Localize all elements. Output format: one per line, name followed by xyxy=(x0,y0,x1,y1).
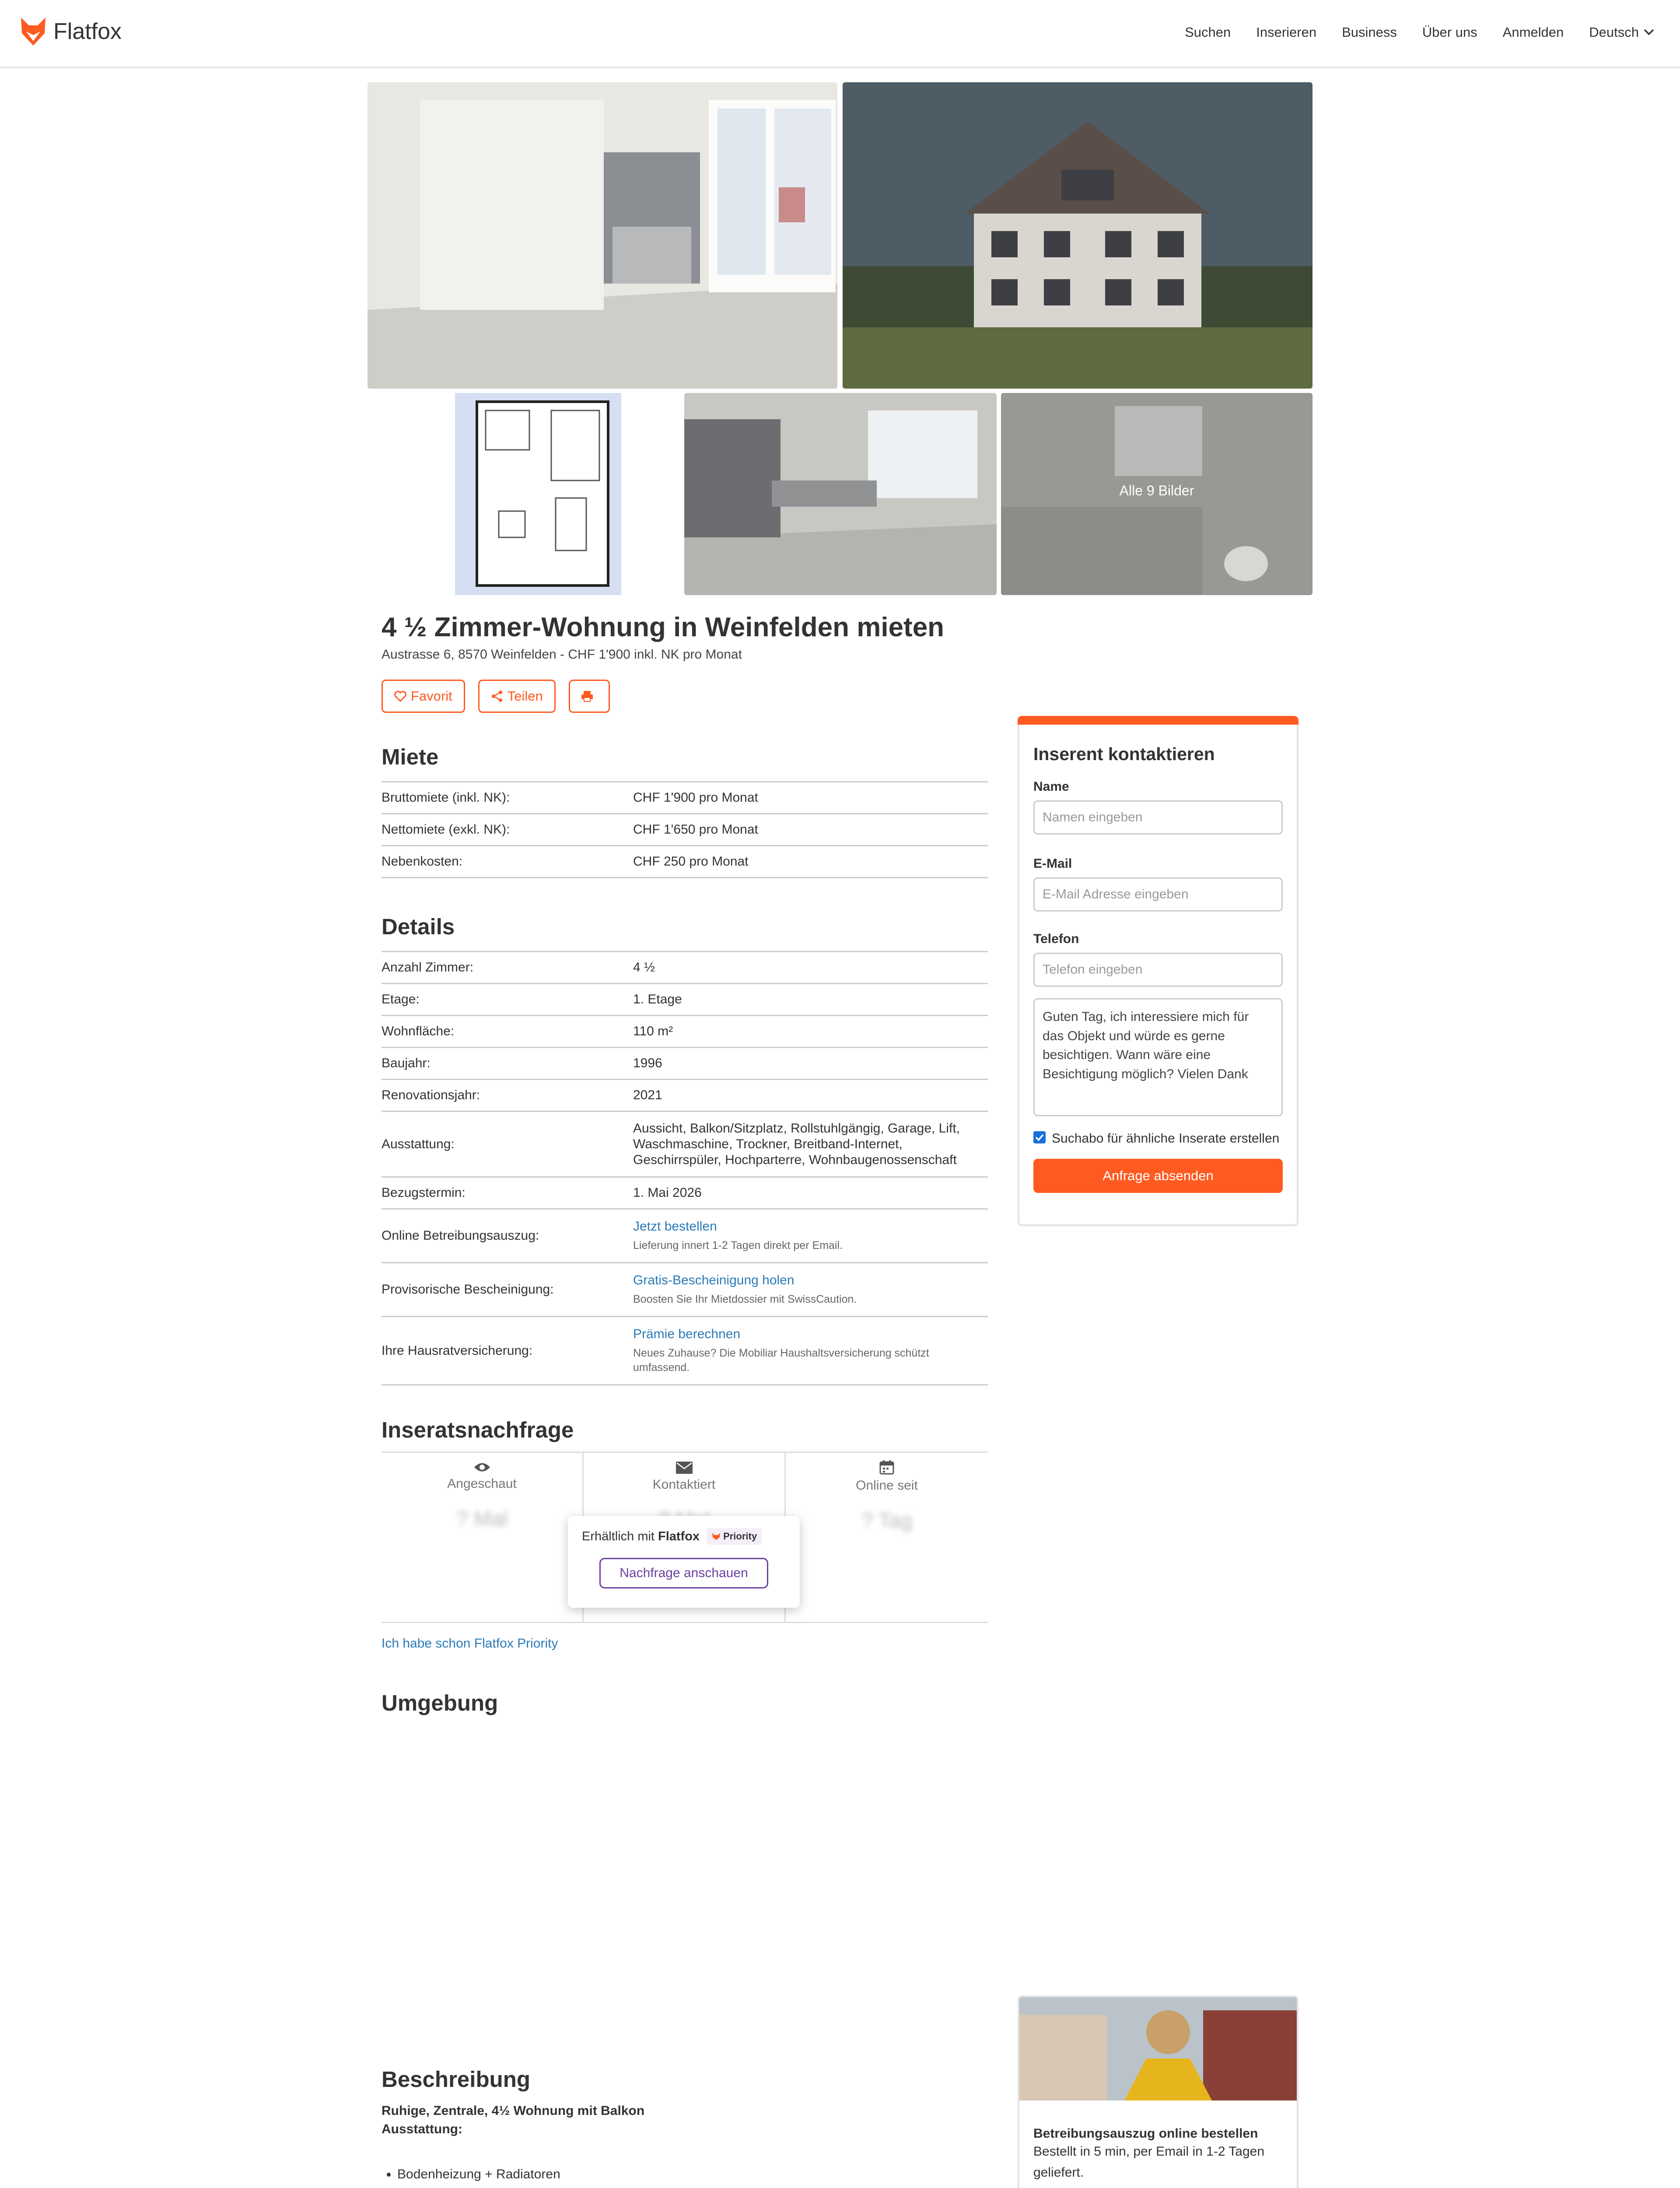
submit-button[interactable]: Anfrage absenden xyxy=(1033,1159,1283,1193)
main-nav xyxy=(1185,25,1655,40)
flatfox-logo[interactable] xyxy=(19,16,122,47)
table-row xyxy=(382,984,988,1016)
table-row xyxy=(382,1016,988,1048)
row-value: 1. Mai 2026 xyxy=(633,1185,702,1200)
row-value: CHF 250 pro Monat xyxy=(633,854,749,869)
table-row xyxy=(382,846,988,878)
nav-business[interactable]: Business xyxy=(1342,25,1397,40)
demand-section xyxy=(382,1417,988,1651)
promo-text: Bestellt in 5 min, per Email in 1-2 Tagen geliefert. xyxy=(1033,2144,1265,2180)
promo-title: Betreibungsauszug online bestellen xyxy=(1033,2126,1258,2141)
umgebung-section xyxy=(382,1690,988,1716)
priority-badge xyxy=(707,1528,762,1545)
row-key: Bruttomiete (inkl. NK): xyxy=(382,790,510,805)
stat-label: Online seit xyxy=(856,1478,918,1493)
row-key: Wohnfläche: xyxy=(382,1024,455,1038)
gallery-photo-bathroom[interactable] xyxy=(1001,393,1312,595)
stat-label: Kontaktiert xyxy=(652,1477,716,1492)
contact-title: Inserent kontaktieren xyxy=(1033,744,1215,764)
table-row xyxy=(382,814,988,846)
table-row xyxy=(382,1317,988,1385)
nav-inserieren[interactable]: Inserieren xyxy=(1256,25,1317,40)
gallery-photo-floorplan[interactable] xyxy=(368,393,680,595)
listing-subtitle: Austrasse 6, 8570 Weinfelden - CHF 1'900 inkl. NK pro Monat xyxy=(382,647,742,662)
priority-label: Priority xyxy=(723,1531,757,1542)
share-icon xyxy=(491,690,503,702)
row-note: Boosten Sie Ihr Mietdossier mit SwissCaution. xyxy=(633,1293,857,1305)
nav-anmelden[interactable]: Anmelden xyxy=(1502,25,1564,40)
listing-header xyxy=(382,612,988,713)
phone-input[interactable]: Telefon eingeben xyxy=(1033,953,1283,987)
row-key: Anzahl Zimmer: xyxy=(382,960,474,975)
miete-title: Miete xyxy=(382,744,439,769)
table-row xyxy=(382,1178,988,1210)
listing-actions xyxy=(382,680,988,713)
table-row xyxy=(382,1048,988,1080)
gallery-photo-living-room[interactable] xyxy=(368,82,837,389)
view-demand-button[interactable]: Nachfrage anschauen xyxy=(599,1558,768,1588)
details-section xyxy=(382,914,988,1385)
checkbox-label: Suchabo für ähnliche Inserate erstellen xyxy=(1052,1131,1280,1146)
table-row xyxy=(382,1112,988,1178)
contact-form xyxy=(1018,716,1298,1226)
features-list xyxy=(382,2163,988,2188)
chevron-down-icon xyxy=(1643,28,1655,36)
description-section xyxy=(382,2066,988,2188)
kitchen-image xyxy=(684,393,997,595)
row-value: 1996 xyxy=(633,1056,662,1070)
row-value: Aussicht, Balkon/Sitzplatz, Rollstuhlgängig, Garage, Lift, Waschmaschine, Trockner, Breitband-Internet, Geschirrspüler, Hochparterre, Wohnbaugenossenschaft xyxy=(633,1121,960,1167)
miete-table xyxy=(382,781,988,878)
room-image xyxy=(368,82,837,389)
listing-title: 4 ½ Zimmer-Wohnung in Weinfelden mieten xyxy=(382,612,945,642)
stat-value: ? Mal xyxy=(456,1508,508,1531)
fox-small-icon xyxy=(712,1532,721,1540)
stat-viewed xyxy=(382,1453,584,1622)
fox-logo-icon xyxy=(19,16,47,47)
envelope-icon xyxy=(676,1462,693,1474)
row-value: 110 m² xyxy=(633,1024,673,1038)
share-label: Teilen xyxy=(507,688,543,704)
email-label: E-Mail xyxy=(1033,856,1072,871)
table-row xyxy=(382,1080,988,1112)
details-title: Details xyxy=(382,914,455,939)
order-link[interactable]: Jetzt bestellen xyxy=(633,1219,717,1234)
row-key: Renovationsjahr: xyxy=(382,1088,480,1102)
email-input[interactable]: E-Mail Adresse eingeben xyxy=(1033,877,1283,912)
accent-bar xyxy=(1018,716,1298,725)
row-key: Provisorische Bescheinigung: xyxy=(382,1282,554,1297)
favorite-button[interactable] xyxy=(382,680,465,713)
checkbox-checked-icon[interactable] xyxy=(1033,1131,1046,1143)
row-key: Ausstattung: xyxy=(382,1136,455,1151)
stat-online xyxy=(786,1453,988,1622)
row-key: Nettomiete (exkl. NK): xyxy=(382,822,510,837)
priority-link[interactable]: Ich habe schon Flatfox Priority xyxy=(382,1636,558,1651)
stat-label: Angeschaut xyxy=(447,1476,517,1491)
gallery-photo-building[interactable] xyxy=(843,82,1312,389)
promo-image xyxy=(1019,1997,1298,2100)
popup-brand: Flatfox xyxy=(658,1529,700,1543)
row-key: Etage: xyxy=(382,992,420,1006)
suchabo-checkbox-row[interactable] xyxy=(1033,1129,1283,1148)
share-button[interactable] xyxy=(478,680,556,713)
row-key: Ihre Hausratversicherung: xyxy=(382,1343,533,1358)
row-value: CHF 1'900 pro Monat xyxy=(633,790,758,805)
miete-section xyxy=(382,744,988,878)
phone-label: Telefon xyxy=(1033,932,1079,946)
popup-text: Erhältlich mit xyxy=(582,1529,654,1543)
list-item: • Bodenheizung + Radiatoren xyxy=(397,2163,988,2185)
row-key: Nebenkosten: xyxy=(382,854,463,869)
message-textarea[interactable]: Guten Tag, ich interessiere mich für das Objekt und würde es gerne besichtigen. Wann wäre eine Besichtigung möglich? Vielen Dank xyxy=(1033,998,1283,1116)
demand-title: Inseratsnachfrage xyxy=(382,1417,574,1442)
row-value: 1. Etage xyxy=(633,992,682,1006)
priority-popup xyxy=(568,1516,800,1608)
eye-icon xyxy=(473,1462,491,1473)
site-header xyxy=(0,0,1680,68)
floorplan-image xyxy=(368,393,680,595)
table-row xyxy=(382,1210,988,1263)
print-button[interactable] xyxy=(569,680,610,713)
print-icon xyxy=(581,690,594,702)
row-note: Lieferung innert 1-2 Tagen direkt per Email. xyxy=(633,1239,843,1252)
row-note: Neues Zuhause? Die Mobiliar Haushaltsversicherung schützt umfassend. xyxy=(633,1347,929,1374)
umgebung-title: Umgebung xyxy=(382,1690,498,1715)
row-key: Baujahr: xyxy=(382,1056,430,1070)
row-value: CHF 1'650 pro Monat xyxy=(633,822,758,837)
name-input[interactable]: Namen eingeben xyxy=(1033,800,1283,835)
name-label: Name xyxy=(1033,779,1069,794)
row-value: 4 ½ xyxy=(633,960,655,975)
table-row xyxy=(382,952,988,984)
description-sub: Ausstattung: xyxy=(382,2122,462,2136)
list-item xyxy=(397,2185,988,2188)
calendar-icon xyxy=(879,1460,894,1475)
certificate-link[interactable]: Gratis-Bescheinigung holen xyxy=(633,1273,794,1287)
language-dropdown[interactable] xyxy=(1589,25,1655,40)
description-title: Beschreibung xyxy=(382,2067,531,2092)
gallery-photo-kitchen[interactable] xyxy=(684,393,997,595)
table-row xyxy=(382,782,988,814)
building-image xyxy=(843,82,1312,389)
table-row xyxy=(382,1263,988,1317)
row-key: Online Betreibungsauszug: xyxy=(382,1228,539,1243)
insurance-link[interactable]: Prämie berechnen xyxy=(633,1327,741,1341)
language-label: Deutsch xyxy=(1589,25,1639,40)
row-key: Bezugstermin: xyxy=(382,1185,466,1200)
logo-text: Flatfox xyxy=(53,19,122,44)
nav-suchen[interactable]: Suchen xyxy=(1185,25,1231,40)
favorite-label: Favorit xyxy=(411,688,452,704)
description-lead: Ruhige, Zentrale, 4½ Wohnung mit Balkon xyxy=(382,2104,645,2118)
details-table xyxy=(382,951,988,1385)
heart-icon xyxy=(394,691,406,702)
promo-card xyxy=(1018,1995,1298,2188)
all-images-label[interactable]: Alle 9 Bilder xyxy=(1119,483,1194,498)
row-value: 2021 xyxy=(633,1088,662,1102)
stat-value: ? Tag xyxy=(861,1509,913,1532)
nav-ueber-uns[interactable]: Über uns xyxy=(1422,25,1477,40)
